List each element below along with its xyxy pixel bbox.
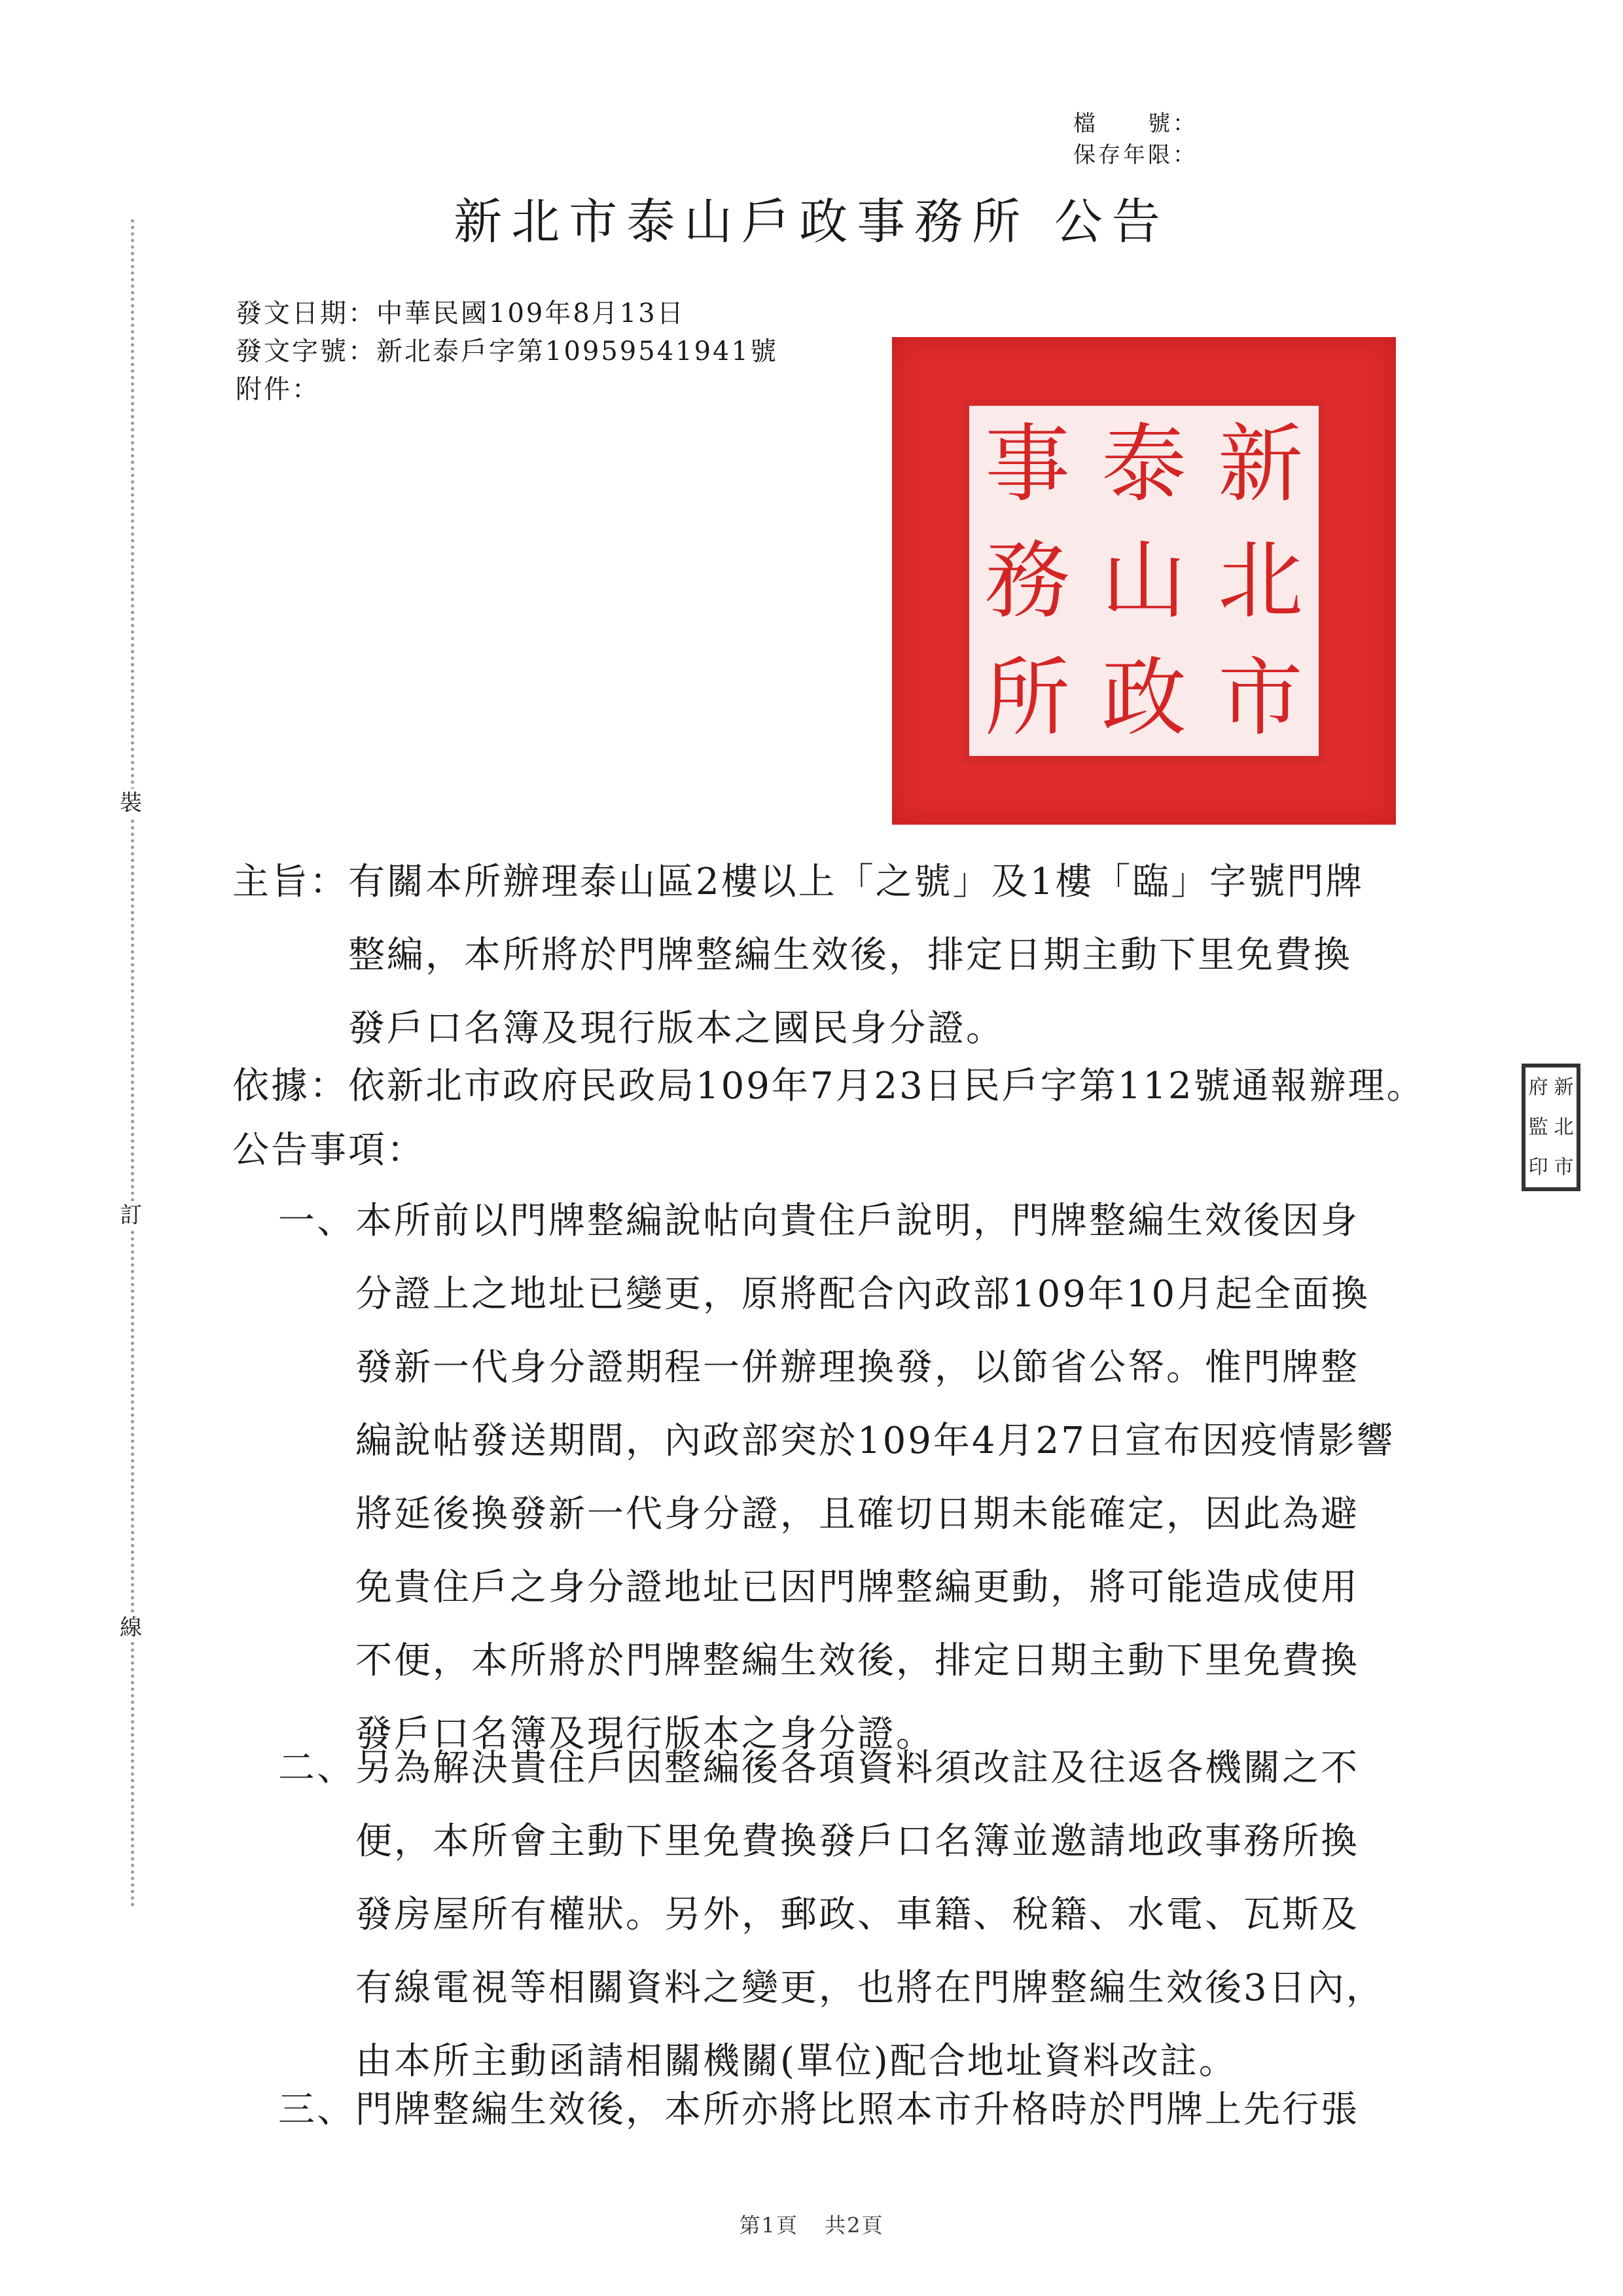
- document-meta: [236, 295, 778, 408]
- seal-char: 務: [984, 531, 1070, 631]
- subject-line: 發戶口名簿及現行版本之國民身分證。: [232, 1007, 1005, 1050]
- stamp-char: 印: [1528, 1155, 1548, 1179]
- item-line: 便，本所會主動下里免費換發戶口名簿並邀請地政事務所換: [278, 1820, 1359, 1863]
- seal-characters: [963, 399, 1325, 762]
- page-total: 共2頁: [825, 2213, 884, 2238]
- item-line: 不便，本所將於門牌整編生效後，排定日期主動下里免費換: [278, 1640, 1359, 1682]
- item-line: 發房屋所有權狀。另外，郵政、車籍、稅籍、水電、瓦斯及: [278, 1893, 1359, 1936]
- document-number: 發文字號：新北泰戶字第10959541941號: [236, 336, 778, 367]
- issue-date: 發文日期：中華民國109年8月13日: [236, 298, 685, 329]
- item-line: 編說帖發送期間，內政部突於109年4月27日宣布因疫情影響: [278, 1420, 1395, 1462]
- item-line: 一、本所前以門牌整編說帖向貴住戶說明，門牌整編生效後因身: [278, 1200, 1359, 1242]
- binding-mark-zhuang: 裝: [116, 789, 145, 817]
- item-line: 發戶口名簿及現行版本之身分證。: [278, 1713, 935, 1755]
- subject-line: 主旨：有關本所辦理泰山區2樓以上「之號」及1樓「臨」字號門牌: [232, 861, 1364, 903]
- file-info: [1073, 108, 1198, 171]
- basis-line: 依據：依新北市政府民政局109年7月23日民戶字第112號通報辦理。: [232, 1065, 1425, 1107]
- item-3: [278, 2073, 1359, 2147]
- item-line: 發新一代身分證期程一併辦理換發，以節省公帑。惟門牌整: [278, 1346, 1359, 1389]
- item-1: [278, 1185, 1395, 1771]
- item-line: 將延後換發新一代身分證，且確切日期未能確定，因此為避: [278, 1493, 1359, 1535]
- page-number: 第1頁: [739, 2213, 798, 2238]
- seal-char: 新: [1217, 414, 1303, 514]
- binding-mark-xian: 線: [116, 1613, 145, 1642]
- item-line: 三、門牌整編生效後，本所亦將比照本市升格時於門牌上先行張: [278, 2089, 1359, 2131]
- attachment: 附件：: [236, 374, 320, 404]
- subject-section: [232, 846, 1364, 1066]
- item-line: 由本所主動函請相關機關(單位)配合地址資料改註。: [278, 2040, 1238, 2083]
- verification-stamp: [1522, 1064, 1580, 1191]
- stamp-char: 監: [1528, 1115, 1548, 1139]
- item-line: 免貴住戶之身分證地址已因門牌整編更動，將可能造成使用: [278, 1566, 1359, 1609]
- stamp-char: 新: [1554, 1075, 1574, 1099]
- item-line: 二、另為解決貴住戶因整編後各項資料須改註及往返各機關之不: [278, 1747, 1359, 1789]
- items-heading: 公告事項：: [232, 1129, 425, 1172]
- page-footer: [0, 2209, 1623, 2239]
- seal-char: 北: [1217, 531, 1303, 631]
- item-line: 有線電視等相關資料之變更，也將在門牌整編生效後3日內，: [278, 1967, 1385, 2009]
- item-line: 分證上之地址已變更，原將配合內政部109年10月起全面換: [278, 1273, 1370, 1316]
- seal-char: 泰: [1101, 414, 1186, 514]
- seal-char: 政: [1101, 647, 1186, 747]
- subject-line: 整編，本所將於門牌整編生效後，排定日期主動下里免費換: [232, 934, 1352, 977]
- stamp-char: 市: [1554, 1155, 1574, 1179]
- seal-char: 事: [984, 414, 1070, 514]
- retention-label: 保存年限：: [1073, 142, 1198, 168]
- stamp-char: 北: [1554, 1115, 1574, 1139]
- seal-char: 所: [984, 647, 1070, 747]
- file-no-label: 檔 號：: [1073, 111, 1198, 137]
- stamp-char: 府: [1528, 1075, 1548, 1099]
- official-seal: [892, 337, 1396, 825]
- seal-char: 山: [1101, 531, 1186, 631]
- seal-char: 市: [1217, 647, 1303, 747]
- page-title: 新北市泰山戶政事務所 公告: [454, 194, 1169, 250]
- binding-line: [131, 219, 134, 1908]
- binding-mark-ding: 訂: [116, 1201, 145, 1230]
- item-2: [278, 1732, 1385, 2098]
